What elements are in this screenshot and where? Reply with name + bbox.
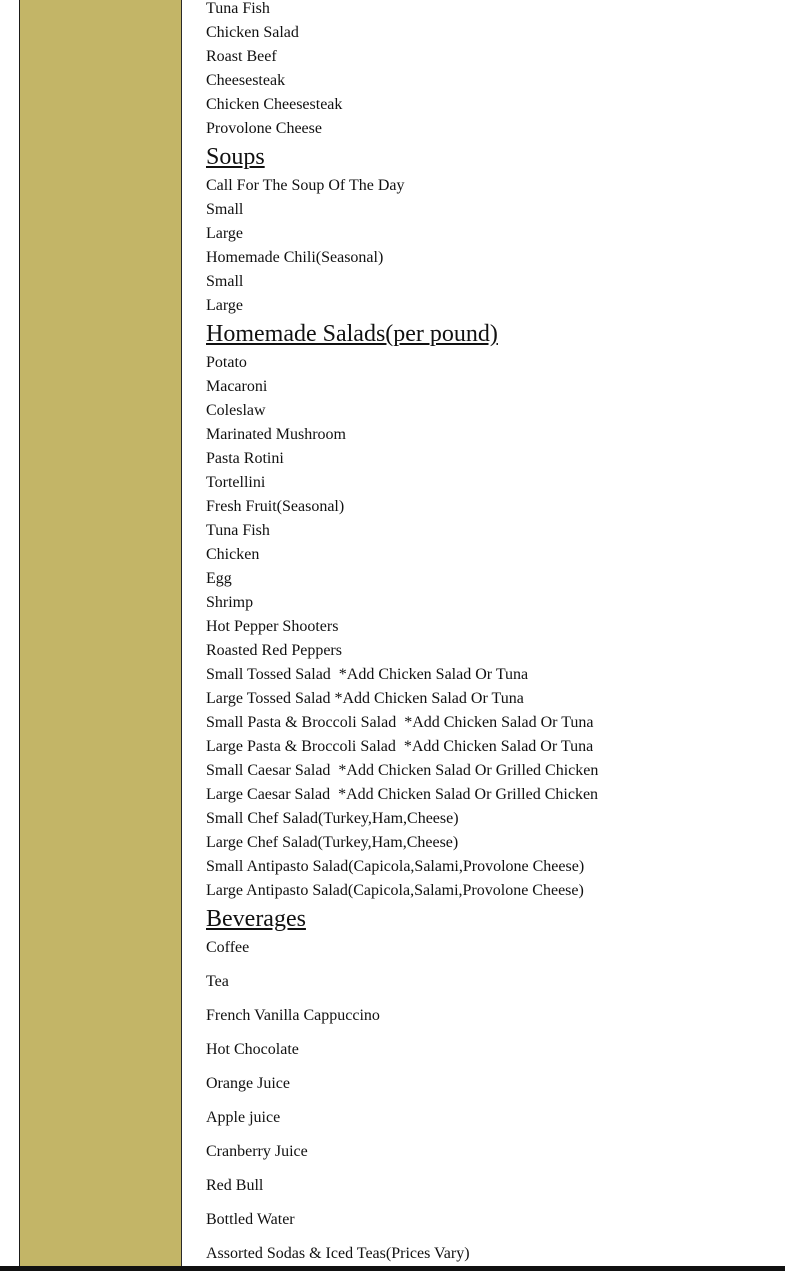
salads-list: [206, 351, 776, 903]
beverages-list: [206, 936, 776, 1266]
menu-item: French Vanilla Cappuccino: [206, 1007, 380, 1024]
menu-item: Tuna Fish: [206, 522, 270, 539]
menu-item: Call For The Soup Of The Day: [206, 177, 405, 194]
menu-item: Assorted Sodas & Iced Teas(Prices Vary): [206, 1245, 470, 1262]
menu-item: Shrimp: [206, 594, 254, 611]
section-heading-beverages: Beverages: [206, 906, 306, 932]
menu-item: Macaroni: [206, 378, 268, 395]
menu-item: Large Tossed Salad *Add Chicken Salad Or Tuna: [206, 690, 524, 707]
soups-list: [206, 174, 776, 318]
menu-item: Small Antipasto Salad(Capicola,Salami,Provolone Cheese): [206, 858, 585, 875]
menu-content: [206, 0, 776, 1271]
menu-item: Small: [206, 273, 244, 290]
menu-item: Tortellini: [206, 474, 266, 491]
menu-item: Marinated Mushroom: [206, 426, 346, 443]
section-heading-soups: Soups: [206, 144, 265, 170]
menu-item: Provolone Cheese: [206, 120, 322, 137]
menu-item: Small Chef Salad(Turkey,Ham,Cheese): [206, 810, 459, 827]
menu-item: Chicken: [206, 546, 260, 563]
sandwich-list: [206, 0, 776, 141]
menu-item: Roasted Red Peppers: [206, 642, 342, 659]
menu-item: Small Pasta & Broccoli Salad *Add Chicken Salad Or Tuna: [206, 714, 594, 731]
menu-item: Chicken Cheesesteak: [206, 96, 343, 113]
menu-item: Apple juice: [206, 1109, 281, 1126]
menu-item: Potato: [206, 354, 247, 371]
menu-item: Large Pasta & Broccoli Salad *Add Chicken Salad Or Tuna: [206, 738, 594, 755]
menu-item: Coleslaw: [206, 402, 266, 419]
menu-item: Small Caesar Salad *Add Chicken Salad Or Grilled Chicken: [206, 762, 599, 779]
menu-item: Large Antipasto Salad(Capicola,Salami,Provolone Cheese): [206, 882, 584, 899]
menu-item: Hot Chocolate: [206, 1041, 299, 1058]
menu-item: Coffee: [206, 939, 250, 956]
menu-item: Roast Beef: [206, 48, 277, 65]
menu-item: Homemade Chili(Seasonal): [206, 249, 384, 266]
menu-item: Large Caesar Salad *Add Chicken Salad Or Grilled Chicken: [206, 786, 599, 803]
menu-item: Hot Pepper Shooters: [206, 618, 339, 635]
menu-item: Small Tossed Salad *Add Chicken Salad Or Tuna: [206, 666, 529, 683]
menu-item: Tea: [206, 973, 229, 990]
sidebar-panel: [20, 0, 181, 1268]
menu-item: Red Bull: [206, 1177, 264, 1194]
menu-item: Cheesesteak: [206, 72, 286, 89]
menu-item: Bottled Water: [206, 1211, 295, 1228]
menu-item: Small: [206, 201, 244, 218]
menu-item: Pasta Rotini: [206, 450, 284, 467]
menu-item: Large: [206, 225, 244, 242]
menu-item: Chicken Salad: [206, 24, 299, 41]
section-heading-salads: Homemade Salads(per pound): [206, 321, 498, 347]
menu-item: Large: [206, 297, 244, 314]
bottom-border: [0, 1266, 785, 1271]
menu-item: Cranberry Juice: [206, 1143, 308, 1160]
sidebar-border: [181, 0, 182, 1268]
menu-item: Orange Juice: [206, 1075, 290, 1092]
menu-item: Large Chef Salad(Turkey,Ham,Cheese): [206, 834, 459, 851]
menu-item: Tuna Fish: [206, 0, 270, 17]
menu-item: Egg: [206, 570, 232, 587]
menu-item: Fresh Fruit(Seasonal): [206, 498, 345, 515]
